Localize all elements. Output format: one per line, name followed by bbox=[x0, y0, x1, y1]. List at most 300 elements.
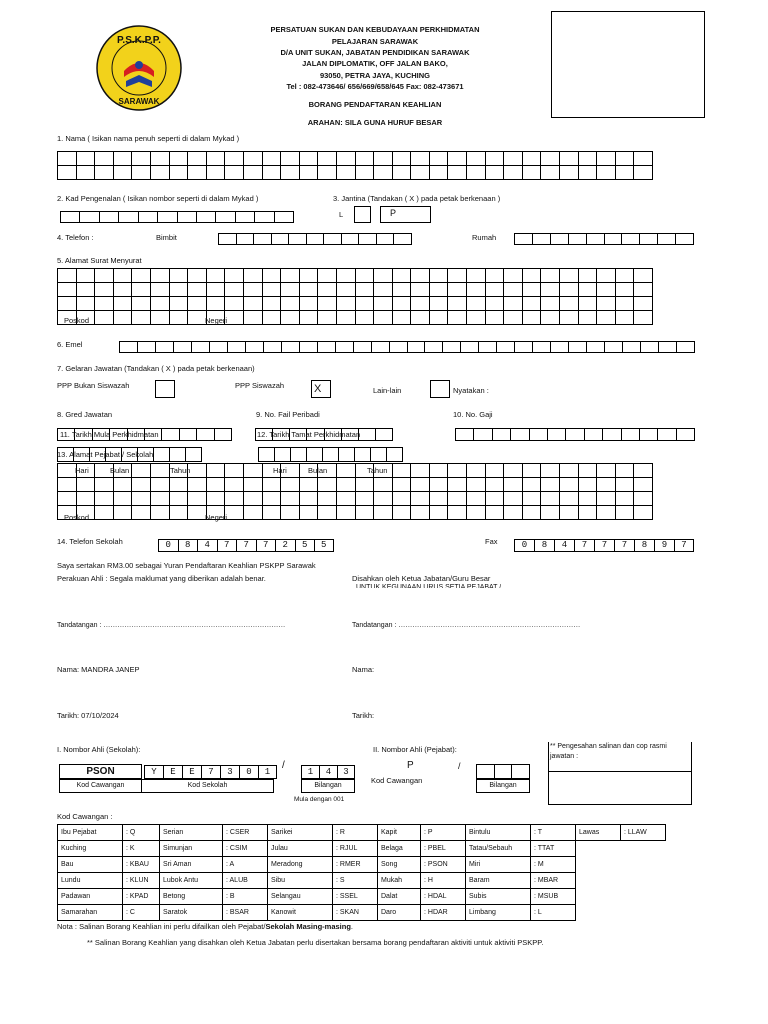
grid-cell[interactable] bbox=[392, 269, 411, 283]
grid-cell[interactable] bbox=[541, 492, 560, 506]
grid-cell[interactable] bbox=[560, 478, 579, 492]
grid-cell[interactable] bbox=[355, 166, 374, 180]
grid-cell[interactable] bbox=[90, 448, 106, 462]
grid-cell[interactable] bbox=[243, 166, 262, 180]
entry-box[interactable] bbox=[511, 764, 530, 779]
grid-cell[interactable] bbox=[467, 297, 486, 311]
entry-box[interactable] bbox=[209, 341, 227, 353]
lain-lain-box[interactable] bbox=[430, 380, 450, 398]
grid-cell[interactable] bbox=[299, 166, 318, 180]
grid-cell[interactable] bbox=[578, 152, 597, 166]
entry-box[interactable] bbox=[99, 211, 118, 223]
grid-cell[interactable] bbox=[58, 166, 77, 180]
ppp-siswazah-box[interactable]: X bbox=[311, 380, 331, 398]
entry-box[interactable] bbox=[179, 428, 196, 441]
grid-cell[interactable] bbox=[95, 166, 114, 180]
grid-cell[interactable] bbox=[485, 166, 504, 180]
grid-cell[interactable] bbox=[448, 269, 467, 283]
grid-cell[interactable] bbox=[299, 152, 318, 166]
grid-cell[interactable] bbox=[339, 448, 355, 462]
grid-cell[interactable] bbox=[169, 269, 188, 283]
entry-box[interactable] bbox=[161, 428, 178, 441]
grid-cell[interactable] bbox=[262, 283, 281, 297]
grid-cell[interactable] bbox=[106, 448, 122, 462]
grid-cell[interactable] bbox=[113, 506, 132, 520]
grid-cell[interactable] bbox=[392, 297, 411, 311]
grid-cell[interactable] bbox=[58, 152, 77, 166]
grid-cell[interactable] bbox=[541, 464, 560, 478]
alamat-pejabat-grid[interactable] bbox=[57, 463, 653, 520]
digit-box[interactable]: 7 bbox=[574, 539, 594, 552]
grid-cell[interactable] bbox=[318, 269, 337, 283]
bimbit-boxes[interactable] bbox=[218, 233, 412, 245]
alamat-grid[interactable] bbox=[57, 268, 653, 325]
entry-box[interactable] bbox=[529, 428, 547, 441]
grid-cell[interactable] bbox=[392, 506, 411, 520]
grid-cell[interactable] bbox=[132, 311, 151, 325]
grid-cell[interactable] bbox=[206, 152, 225, 166]
grid-cell[interactable] bbox=[336, 269, 355, 283]
grid-cell[interactable] bbox=[225, 506, 244, 520]
entry-box[interactable] bbox=[547, 428, 565, 441]
jantina-l-box[interactable] bbox=[354, 206, 371, 223]
grid-cell[interactable] bbox=[634, 297, 653, 311]
entry-box[interactable] bbox=[253, 233, 271, 245]
grid-cell[interactable] bbox=[485, 311, 504, 325]
grid-cell[interactable] bbox=[355, 478, 374, 492]
entry-box[interactable] bbox=[604, 341, 622, 353]
grid-cell[interactable] bbox=[188, 506, 207, 520]
grid-cell[interactable] bbox=[299, 478, 318, 492]
digit-box[interactable]: 7 bbox=[201, 765, 220, 779]
grid-cell[interactable] bbox=[429, 283, 448, 297]
digit-box[interactable]: 7 bbox=[236, 539, 256, 552]
grid-cell[interactable] bbox=[560, 506, 579, 520]
grid-cell[interactable] bbox=[206, 297, 225, 311]
entry-box[interactable] bbox=[263, 341, 281, 353]
grid-cell[interactable] bbox=[132, 283, 151, 297]
entry-box[interactable] bbox=[442, 341, 460, 353]
grid-cell[interactable] bbox=[243, 283, 262, 297]
grid-cell[interactable] bbox=[467, 152, 486, 166]
grid-cell[interactable] bbox=[615, 269, 634, 283]
grid-cell[interactable] bbox=[169, 478, 188, 492]
grid-cell[interactable] bbox=[113, 166, 132, 180]
grid-cell[interactable] bbox=[336, 297, 355, 311]
grid-cell[interactable] bbox=[541, 478, 560, 492]
grid-cell[interactable] bbox=[541, 311, 560, 325]
grid-cell[interactable] bbox=[485, 283, 504, 297]
grid-cell[interactable] bbox=[188, 297, 207, 311]
grid-cell[interactable] bbox=[299, 506, 318, 520]
grid-cell[interactable] bbox=[411, 506, 430, 520]
grid-cell[interactable] bbox=[281, 166, 300, 180]
grid-cell[interactable] bbox=[281, 269, 300, 283]
grid-cell[interactable] bbox=[522, 283, 541, 297]
grid-cell[interactable] bbox=[76, 269, 95, 283]
grid-cell[interactable] bbox=[150, 506, 169, 520]
grid-cell[interactable] bbox=[355, 297, 374, 311]
grid-cell[interactable] bbox=[467, 478, 486, 492]
grid-cell[interactable] bbox=[336, 283, 355, 297]
nama-grid[interactable] bbox=[57, 151, 653, 180]
grid-cell[interactable] bbox=[132, 506, 151, 520]
entry-box[interactable] bbox=[478, 341, 496, 353]
grid-cell[interactable] bbox=[95, 478, 114, 492]
entry-box[interactable] bbox=[353, 341, 371, 353]
grid-cell[interactable] bbox=[132, 492, 151, 506]
grid-cell[interactable] bbox=[522, 478, 541, 492]
grid-cell[interactable] bbox=[206, 464, 225, 478]
entry-box[interactable] bbox=[157, 211, 176, 223]
grid-cell[interactable] bbox=[95, 311, 114, 325]
entry-box[interactable] bbox=[639, 428, 657, 441]
grid-cell[interactable] bbox=[467, 311, 486, 325]
grid-cell[interactable] bbox=[392, 311, 411, 325]
grid-cell[interactable] bbox=[299, 283, 318, 297]
grid-cell[interactable] bbox=[188, 478, 207, 492]
grid-cell[interactable] bbox=[597, 506, 616, 520]
grid-cell[interactable] bbox=[448, 506, 467, 520]
grid-cell[interactable] bbox=[355, 269, 374, 283]
entry-box[interactable] bbox=[586, 341, 604, 353]
grid-cell[interactable] bbox=[299, 297, 318, 311]
grid-cell[interactable] bbox=[169, 506, 188, 520]
kod-sekolah-digits[interactable] bbox=[144, 765, 277, 779]
grid-cell[interactable] bbox=[281, 492, 300, 506]
digit-box[interactable]: 0 bbox=[158, 539, 178, 552]
grid-cell[interactable] bbox=[504, 478, 523, 492]
grid-cell[interactable] bbox=[429, 478, 448, 492]
grid-cell[interactable] bbox=[336, 152, 355, 166]
grid-cell[interactable] bbox=[578, 283, 597, 297]
grid-cell[interactable] bbox=[634, 506, 653, 520]
grid-cell[interactable] bbox=[504, 311, 523, 325]
grid-cell[interactable] bbox=[281, 283, 300, 297]
grid-cell[interactable] bbox=[578, 464, 597, 478]
entry-box[interactable] bbox=[196, 211, 215, 223]
grid-cell[interactable] bbox=[262, 152, 281, 166]
grid-cell[interactable] bbox=[243, 506, 262, 520]
grid-cell[interactable] bbox=[150, 464, 169, 478]
grid-cell[interactable] bbox=[615, 506, 634, 520]
entry-box[interactable] bbox=[376, 233, 394, 245]
entry-box[interactable] bbox=[173, 341, 191, 353]
entry-box[interactable] bbox=[118, 211, 137, 223]
grid-cell[interactable] bbox=[262, 478, 281, 492]
grid-cell[interactable] bbox=[95, 269, 114, 283]
grid-cell[interactable] bbox=[634, 283, 653, 297]
entry-box[interactable] bbox=[274, 211, 294, 223]
grid-cell[interactable] bbox=[186, 448, 202, 462]
grid-cell[interactable] bbox=[597, 269, 616, 283]
grid-cell[interactable] bbox=[355, 311, 374, 325]
grid-cell[interactable] bbox=[150, 269, 169, 283]
ppp-bukan-box[interactable] bbox=[155, 380, 175, 398]
grid-cell[interactable] bbox=[578, 166, 597, 180]
grid-cell[interactable] bbox=[206, 478, 225, 492]
grid-cell[interactable] bbox=[243, 478, 262, 492]
grid-cell[interactable] bbox=[132, 464, 151, 478]
entry-box[interactable] bbox=[494, 764, 512, 779]
grid-cell[interactable] bbox=[578, 297, 597, 311]
grid-cell[interactable] bbox=[113, 283, 132, 297]
grid-cell[interactable] bbox=[243, 311, 262, 325]
grid-cell[interactable] bbox=[188, 492, 207, 506]
grid-cell[interactable] bbox=[76, 166, 95, 180]
grid-cell[interactable] bbox=[58, 448, 74, 462]
entry-box[interactable] bbox=[675, 233, 694, 245]
grid-cell[interactable] bbox=[262, 311, 281, 325]
grid-cell[interactable] bbox=[206, 269, 225, 283]
grid-cell[interactable] bbox=[597, 478, 616, 492]
grid-cell[interactable] bbox=[169, 166, 188, 180]
grid-cell[interactable] bbox=[318, 152, 337, 166]
digit-box[interactable]: 8 bbox=[634, 539, 654, 552]
grid-cell[interactable] bbox=[392, 464, 411, 478]
grid-cell[interactable] bbox=[411, 464, 430, 478]
entry-box[interactable] bbox=[227, 341, 245, 353]
grid-cell[interactable] bbox=[281, 297, 300, 311]
grid-cell[interactable] bbox=[336, 464, 355, 478]
grid-cell[interactable] bbox=[411, 152, 430, 166]
entry-box[interactable] bbox=[177, 211, 196, 223]
grid-cell[interactable] bbox=[522, 297, 541, 311]
grid-cell[interactable] bbox=[392, 283, 411, 297]
entry-box[interactable] bbox=[323, 233, 341, 245]
digit-box[interactable]: 4 bbox=[197, 539, 217, 552]
grid-cell[interactable] bbox=[504, 152, 523, 166]
grid-cell[interactable] bbox=[634, 152, 653, 166]
digit-box[interactable]: 4 bbox=[319, 765, 337, 779]
entry-box[interactable] bbox=[550, 233, 568, 245]
grid-cell[interactable] bbox=[615, 152, 634, 166]
digit-box[interactable]: 4 bbox=[554, 539, 574, 552]
tarikh-tamat-grid[interactable] bbox=[258, 447, 403, 462]
grid-cell[interactable] bbox=[170, 448, 186, 462]
entry-box[interactable] bbox=[640, 341, 658, 353]
grid-cell[interactable] bbox=[615, 166, 634, 180]
grid-cell[interactable] bbox=[597, 464, 616, 478]
grid-cell[interactable] bbox=[58, 478, 77, 492]
grid-cell[interactable] bbox=[541, 297, 560, 311]
grid-cell[interactable] bbox=[522, 269, 541, 283]
grid-cell[interactable] bbox=[560, 492, 579, 506]
grid-cell[interactable] bbox=[392, 166, 411, 180]
entry-box[interactable] bbox=[584, 428, 602, 441]
grid-cell[interactable] bbox=[113, 269, 132, 283]
grid-cell[interactable] bbox=[225, 283, 244, 297]
entry-box[interactable] bbox=[299, 341, 317, 353]
grid-cell[interactable] bbox=[411, 283, 430, 297]
grid-cell[interactable] bbox=[275, 448, 291, 462]
grid-cell[interactable] bbox=[504, 166, 523, 180]
entry-box[interactable] bbox=[218, 233, 236, 245]
grid-cell[interactable] bbox=[95, 283, 114, 297]
grid-cell[interactable] bbox=[336, 311, 355, 325]
grid-cell[interactable] bbox=[262, 297, 281, 311]
grid-cell[interactable] bbox=[578, 478, 597, 492]
grid-cell[interactable] bbox=[597, 297, 616, 311]
grid-cell[interactable] bbox=[634, 269, 653, 283]
grid-cell[interactable] bbox=[485, 492, 504, 506]
grid-cell[interactable] bbox=[374, 166, 393, 180]
grid-cell[interactable] bbox=[597, 311, 616, 325]
grid-cell[interactable] bbox=[95, 152, 114, 166]
grid-cell[interactable] bbox=[138, 448, 154, 462]
entry-box[interactable] bbox=[622, 341, 640, 353]
rumah-boxes[interactable] bbox=[514, 233, 694, 245]
grid-cell[interactable] bbox=[318, 311, 337, 325]
grid-cell[interactable] bbox=[113, 297, 132, 311]
digit-box[interactable]: 7 bbox=[217, 539, 237, 552]
grid-cell[interactable] bbox=[262, 166, 281, 180]
entry-box[interactable] bbox=[492, 428, 510, 441]
digit-box[interactable]: 0 bbox=[239, 765, 258, 779]
entry-box[interactable] bbox=[476, 764, 494, 779]
entry-box[interactable] bbox=[621, 428, 639, 441]
grid-cell[interactable] bbox=[467, 464, 486, 478]
digit-box[interactable]: 5 bbox=[314, 539, 334, 552]
grid-cell[interactable] bbox=[132, 269, 151, 283]
grid-cell[interactable] bbox=[485, 297, 504, 311]
grid-cell[interactable] bbox=[374, 492, 393, 506]
grid-cell[interactable] bbox=[150, 492, 169, 506]
grid-cell[interactable] bbox=[355, 448, 371, 462]
grid-cell[interactable] bbox=[188, 283, 207, 297]
grid-cell[interactable] bbox=[485, 269, 504, 283]
grid-cell[interactable] bbox=[448, 311, 467, 325]
grid-cell[interactable] bbox=[355, 492, 374, 506]
entry-box[interactable] bbox=[236, 233, 254, 245]
grid-cell[interactable] bbox=[467, 269, 486, 283]
entry-box[interactable] bbox=[460, 341, 478, 353]
grid-cell[interactable] bbox=[634, 166, 653, 180]
grid-cell[interactable] bbox=[281, 478, 300, 492]
grid-cell[interactable] bbox=[411, 311, 430, 325]
entry-box[interactable] bbox=[657, 233, 675, 245]
grid-cell[interactable] bbox=[485, 152, 504, 166]
entry-box[interactable] bbox=[375, 428, 393, 441]
grid-cell[interactable] bbox=[188, 152, 207, 166]
grid-cell[interactable] bbox=[467, 283, 486, 297]
grid-cell[interactable] bbox=[560, 311, 579, 325]
entry-box[interactable] bbox=[586, 233, 604, 245]
grid-cell[interactable] bbox=[448, 297, 467, 311]
digit-box[interactable]: 9 bbox=[654, 539, 674, 552]
grid-cell[interactable] bbox=[504, 492, 523, 506]
entry-box[interactable] bbox=[138, 211, 157, 223]
grid-cell[interactable] bbox=[336, 492, 355, 506]
grid-cell[interactable] bbox=[188, 464, 207, 478]
bilangan-digits[interactable] bbox=[301, 765, 355, 779]
grid-cell[interactable] bbox=[615, 464, 634, 478]
grid-cell[interactable] bbox=[95, 492, 114, 506]
grid-cell[interactable] bbox=[448, 283, 467, 297]
grid-cell[interactable] bbox=[206, 492, 225, 506]
grid-cell[interactable] bbox=[448, 166, 467, 180]
entry-box[interactable] bbox=[532, 341, 550, 353]
grid-cell[interactable] bbox=[504, 506, 523, 520]
grid-cell[interactable] bbox=[281, 152, 300, 166]
grid-cell[interactable] bbox=[467, 166, 486, 180]
grid-cell[interactable] bbox=[307, 448, 323, 462]
grid-cell[interactable] bbox=[392, 478, 411, 492]
grid-cell[interactable] bbox=[243, 464, 262, 478]
grid-cell[interactable] bbox=[374, 152, 393, 166]
entry-box[interactable] bbox=[657, 428, 675, 441]
grid-cell[interactable] bbox=[188, 166, 207, 180]
grid-cell[interactable] bbox=[522, 492, 541, 506]
grid-cell[interactable] bbox=[448, 464, 467, 478]
grid-cell[interactable] bbox=[541, 283, 560, 297]
grid-cell[interactable] bbox=[634, 464, 653, 478]
grid-cell[interactable] bbox=[58, 297, 77, 311]
grid-cell[interactable] bbox=[243, 492, 262, 506]
grid-cell[interactable] bbox=[615, 297, 634, 311]
grid-cell[interactable] bbox=[225, 166, 244, 180]
entry-box[interactable] bbox=[407, 341, 425, 353]
grid-cell[interactable] bbox=[448, 478, 467, 492]
entry-box[interactable] bbox=[496, 341, 514, 353]
grid-cell[interactable] bbox=[259, 448, 275, 462]
grid-cell[interactable] bbox=[560, 166, 579, 180]
grid-cell[interactable] bbox=[76, 478, 95, 492]
grid-cell[interactable] bbox=[541, 269, 560, 283]
grid-cell[interactable] bbox=[597, 166, 616, 180]
entry-box[interactable] bbox=[358, 428, 375, 441]
grid-cell[interactable] bbox=[225, 492, 244, 506]
entry-box[interactable] bbox=[60, 211, 79, 223]
grid-cell[interactable] bbox=[262, 492, 281, 506]
digit-box[interactable]: 8 bbox=[534, 539, 554, 552]
grid-cell[interactable] bbox=[448, 152, 467, 166]
entry-box[interactable] bbox=[568, 233, 586, 245]
entry-box[interactable] bbox=[79, 211, 98, 223]
grid-cell[interactable] bbox=[560, 269, 579, 283]
grid-cell[interactable] bbox=[206, 166, 225, 180]
grid-cell[interactable] bbox=[485, 506, 504, 520]
grid-cell[interactable] bbox=[411, 492, 430, 506]
grid-cell[interactable] bbox=[522, 152, 541, 166]
entry-box[interactable] bbox=[119, 341, 137, 353]
grid-cell[interactable] bbox=[374, 283, 393, 297]
grid-cell[interactable] bbox=[504, 464, 523, 478]
digit-box[interactable]: 7 bbox=[614, 539, 634, 552]
grid-cell[interactable] bbox=[169, 311, 188, 325]
pejabat-bilangan-boxes[interactable] bbox=[476, 764, 530, 779]
entry-box[interactable] bbox=[393, 233, 412, 245]
grid-cell[interactable] bbox=[392, 492, 411, 506]
grid-cell[interactable] bbox=[122, 448, 138, 462]
entry-box[interactable] bbox=[317, 341, 335, 353]
grid-cell[interactable] bbox=[374, 297, 393, 311]
entry-box[interactable] bbox=[568, 341, 586, 353]
entry-box[interactable] bbox=[532, 233, 550, 245]
grid-cell[interactable] bbox=[76, 297, 95, 311]
grid-cell[interactable] bbox=[387, 448, 403, 462]
grid-cell[interactable] bbox=[429, 506, 448, 520]
grid-cell[interactable] bbox=[132, 297, 151, 311]
grid-cell[interactable] bbox=[150, 283, 169, 297]
digit-box[interactable]: 7 bbox=[256, 539, 276, 552]
grid-cell[interactable] bbox=[169, 283, 188, 297]
digit-box[interactable]: 1 bbox=[258, 765, 277, 779]
grid-cell[interactable] bbox=[206, 283, 225, 297]
grid-cell[interactable] bbox=[281, 506, 300, 520]
fax-digits[interactable] bbox=[514, 539, 694, 552]
grid-cell[interactable] bbox=[58, 283, 77, 297]
